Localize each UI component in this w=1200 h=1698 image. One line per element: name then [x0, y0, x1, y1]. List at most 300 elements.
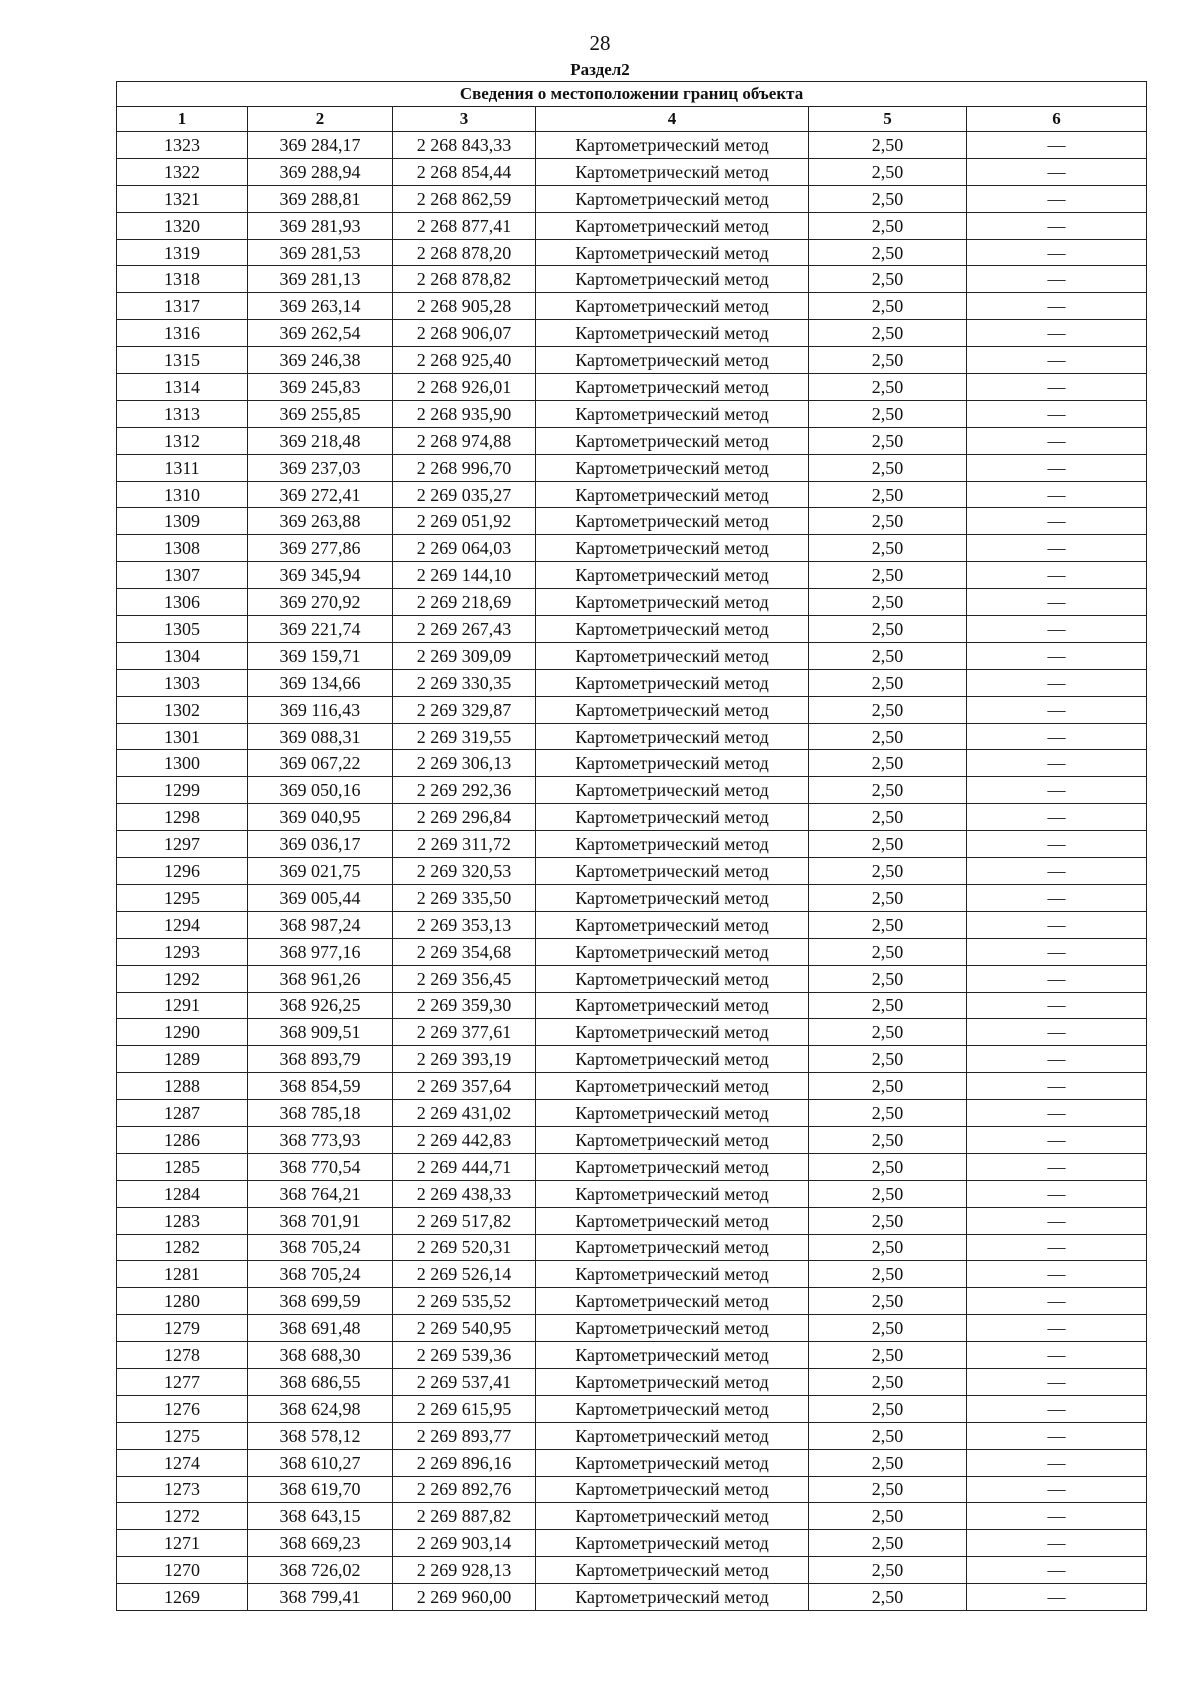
method-cell: Картометрический метод — [536, 1503, 809, 1530]
method-cell: Картометрический метод — [536, 1288, 809, 1315]
point-number-cell: 1322 — [117, 158, 248, 185]
method-cell: Картометрический метод — [536, 562, 809, 589]
x-coordinate-cell: 368 686,55 — [248, 1368, 393, 1395]
accuracy-cell: 2,50 — [809, 911, 967, 938]
x-coordinate-cell: 369 221,74 — [248, 616, 393, 643]
method-cell: Картометрический метод — [536, 1557, 809, 1584]
point-number-cell: 1284 — [117, 1180, 248, 1207]
description-cell: — — [967, 562, 1147, 589]
x-coordinate-cell: 368 926,25 — [248, 992, 393, 1019]
y-coordinate-cell: 2 268 843,33 — [393, 132, 536, 159]
y-coordinate-cell: 2 269 311,72 — [393, 831, 536, 858]
y-coordinate-cell: 2 269 535,52 — [393, 1288, 536, 1315]
method-cell: Картометрический метод — [536, 158, 809, 185]
description-cell: — — [967, 1073, 1147, 1100]
accuracy-cell: 2,50 — [809, 723, 967, 750]
accuracy-cell: 2,50 — [809, 1476, 967, 1503]
table-row — [117, 1046, 1147, 1073]
accuracy-cell: 2,50 — [809, 1422, 967, 1449]
method-cell: Картометрический метод — [536, 1395, 809, 1422]
x-coordinate-cell: 368 764,21 — [248, 1180, 393, 1207]
y-coordinate-cell: 2 268 878,82 — [393, 266, 536, 293]
point-number-cell: 1296 — [117, 858, 248, 885]
method-cell: Картометрический метод — [536, 481, 809, 508]
y-coordinate-cell: 2 269 442,83 — [393, 1126, 536, 1153]
table-header-row — [117, 107, 1147, 132]
x-coordinate-cell: 368 961,26 — [248, 965, 393, 992]
description-cell: — — [967, 616, 1147, 643]
x-coordinate-cell: 368 773,93 — [248, 1126, 393, 1153]
method-cell: Картометрический метод — [536, 320, 809, 347]
table-row — [117, 347, 1147, 374]
description-cell: — — [967, 1422, 1147, 1449]
accuracy-cell: 2,50 — [809, 938, 967, 965]
y-coordinate-cell: 2 269 296,84 — [393, 804, 536, 831]
table-row — [117, 1395, 1147, 1422]
point-number-cell: 1283 — [117, 1207, 248, 1234]
y-coordinate-cell: 2 269 306,13 — [393, 750, 536, 777]
accuracy-cell: 2,50 — [809, 1153, 967, 1180]
method-cell: Картометрический метод — [536, 1315, 809, 1342]
method-cell: Картометрический метод — [536, 804, 809, 831]
y-coordinate-cell: 2 269 520,31 — [393, 1234, 536, 1261]
x-coordinate-cell: 368 669,23 — [248, 1530, 393, 1557]
point-number-cell: 1319 — [117, 239, 248, 266]
accuracy-cell: 2,50 — [809, 508, 967, 535]
y-coordinate-cell: 2 268 854,44 — [393, 158, 536, 185]
method-cell: Картометрический метод — [536, 1261, 809, 1288]
y-coordinate-cell: 2 269 960,00 — [393, 1584, 536, 1611]
point-number-cell: 1321 — [117, 185, 248, 212]
x-coordinate-cell: 368 619,70 — [248, 1476, 393, 1503]
y-coordinate-cell: 2 269 330,35 — [393, 669, 536, 696]
accuracy-cell: 2,50 — [809, 1584, 967, 1611]
accuracy-cell: 2,50 — [809, 884, 967, 911]
y-coordinate-cell: 2 269 309,09 — [393, 642, 536, 669]
description-cell: — — [967, 1368, 1147, 1395]
table-row — [117, 1180, 1147, 1207]
x-coordinate-cell: 368 785,18 — [248, 1100, 393, 1127]
x-coordinate-cell: 369 277,86 — [248, 535, 393, 562]
point-number-cell: 1306 — [117, 589, 248, 616]
point-number-cell: 1295 — [117, 884, 248, 911]
x-coordinate-cell: 368 726,02 — [248, 1557, 393, 1584]
accuracy-cell: 2,50 — [809, 1126, 967, 1153]
accuracy-cell: 2,50 — [809, 212, 967, 239]
y-coordinate-cell: 2 269 292,36 — [393, 777, 536, 804]
x-coordinate-cell: 369 255,85 — [248, 400, 393, 427]
accuracy-cell: 2,50 — [809, 400, 967, 427]
table-row — [117, 212, 1147, 239]
table-row — [117, 1476, 1147, 1503]
description-cell: — — [967, 1395, 1147, 1422]
x-coordinate-cell: 368 691,48 — [248, 1315, 393, 1342]
accuracy-cell: 2,50 — [809, 777, 967, 804]
method-cell: Картометрический метод — [536, 1449, 809, 1476]
point-number-cell: 1277 — [117, 1368, 248, 1395]
point-number-cell: 1303 — [117, 669, 248, 696]
description-cell: — — [967, 1180, 1147, 1207]
accuracy-cell: 2,50 — [809, 696, 967, 723]
boundary-coordinates-table — [116, 81, 1147, 1611]
method-cell: Картометрический метод — [536, 427, 809, 454]
point-number-cell: 1269 — [117, 1584, 248, 1611]
point-number-cell: 1323 — [117, 132, 248, 159]
x-coordinate-cell: 369 281,53 — [248, 239, 393, 266]
description-cell: — — [967, 1342, 1147, 1369]
table-row — [117, 1073, 1147, 1100]
y-coordinate-cell: 2 269 540,95 — [393, 1315, 536, 1342]
x-coordinate-cell: 369 262,54 — [248, 320, 393, 347]
column-header: 5 — [809, 107, 967, 132]
accuracy-cell: 2,50 — [809, 1503, 967, 1530]
table-row — [117, 992, 1147, 1019]
table-row — [117, 1449, 1147, 1476]
point-number-cell: 1304 — [117, 642, 248, 669]
method-cell: Картометрический метод — [536, 535, 809, 562]
x-coordinate-cell: 369 040,95 — [248, 804, 393, 831]
table-row — [117, 1557, 1147, 1584]
description-cell: — — [967, 992, 1147, 1019]
point-number-cell: 1285 — [117, 1153, 248, 1180]
description-cell: — — [967, 1557, 1147, 1584]
point-number-cell: 1278 — [117, 1342, 248, 1369]
description-cell: — — [967, 831, 1147, 858]
accuracy-cell: 2,50 — [809, 427, 967, 454]
x-coordinate-cell: 369 067,22 — [248, 750, 393, 777]
accuracy-cell: 2,50 — [809, 132, 967, 159]
description-cell: — — [967, 884, 1147, 911]
y-coordinate-cell: 2 269 526,14 — [393, 1261, 536, 1288]
y-coordinate-cell: 2 269 051,92 — [393, 508, 536, 535]
accuracy-cell: 2,50 — [809, 158, 967, 185]
method-cell: Картометрический метод — [536, 642, 809, 669]
page-number: 28 — [589, 31, 611, 55]
point-number-cell: 1280 — [117, 1288, 248, 1315]
x-coordinate-cell: 368 578,12 — [248, 1422, 393, 1449]
description-cell: — — [967, 1288, 1147, 1315]
x-coordinate-cell: 369 263,88 — [248, 508, 393, 535]
table-row — [117, 1261, 1147, 1288]
table-row — [117, 911, 1147, 938]
table-body — [117, 132, 1147, 1611]
table-row — [117, 1342, 1147, 1369]
x-coordinate-cell: 368 977,16 — [248, 938, 393, 965]
description-cell: — — [967, 293, 1147, 320]
y-coordinate-cell: 2 269 335,50 — [393, 884, 536, 911]
method-cell: Картометрический метод — [536, 212, 809, 239]
method-cell: Картометрический метод — [536, 1368, 809, 1395]
table-row — [117, 1530, 1147, 1557]
description-cell: — — [967, 454, 1147, 481]
point-number-cell: 1320 — [117, 212, 248, 239]
method-cell: Картометрический метод — [536, 1180, 809, 1207]
table-row — [117, 481, 1147, 508]
description-cell: — — [967, 938, 1147, 965]
table-row — [117, 669, 1147, 696]
x-coordinate-cell: 369 134,66 — [248, 669, 393, 696]
accuracy-cell: 2,50 — [809, 1234, 967, 1261]
column-header: 4 — [536, 107, 809, 132]
y-coordinate-cell: 2 269 377,61 — [393, 1019, 536, 1046]
table-row — [117, 374, 1147, 401]
accuracy-cell: 2,50 — [809, 1342, 967, 1369]
x-coordinate-cell: 368 610,27 — [248, 1449, 393, 1476]
y-coordinate-cell: 2 268 935,90 — [393, 400, 536, 427]
y-coordinate-cell: 2 269 393,19 — [393, 1046, 536, 1073]
description-cell: — — [967, 1046, 1147, 1073]
x-coordinate-cell: 368 854,59 — [248, 1073, 393, 1100]
y-coordinate-cell: 2 269 218,69 — [393, 589, 536, 616]
column-header: 2 — [248, 107, 393, 132]
description-cell: — — [967, 723, 1147, 750]
y-coordinate-cell: 2 269 319,55 — [393, 723, 536, 750]
table-row — [117, 804, 1147, 831]
y-coordinate-cell: 2 269 359,30 — [393, 992, 536, 1019]
accuracy-cell: 2,50 — [809, 481, 967, 508]
method-cell: Картометрический метод — [536, 616, 809, 643]
point-number-cell: 1276 — [117, 1395, 248, 1422]
method-cell: Картометрический метод — [536, 1153, 809, 1180]
y-coordinate-cell: 2 269 357,64 — [393, 1073, 536, 1100]
accuracy-cell: 2,50 — [809, 1315, 967, 1342]
description-cell: — — [967, 1100, 1147, 1127]
point-number-cell: 1314 — [117, 374, 248, 401]
table-row — [117, 1153, 1147, 1180]
method-cell: Картометрический метод — [536, 831, 809, 858]
y-coordinate-cell: 2 269 353,13 — [393, 911, 536, 938]
method-cell: Картометрический метод — [536, 1584, 809, 1611]
y-coordinate-cell: 2 268 905,28 — [393, 293, 536, 320]
table-row — [117, 132, 1147, 159]
method-cell: Картометрический метод — [536, 266, 809, 293]
description-cell: — — [967, 642, 1147, 669]
table-row — [117, 965, 1147, 992]
description-cell: — — [967, 400, 1147, 427]
y-coordinate-cell: 2 269 354,68 — [393, 938, 536, 965]
point-number-cell: 1279 — [117, 1315, 248, 1342]
point-number-cell: 1275 — [117, 1422, 248, 1449]
table-row — [117, 884, 1147, 911]
point-number-cell: 1316 — [117, 320, 248, 347]
point-number-cell: 1302 — [117, 696, 248, 723]
table-row — [117, 239, 1147, 266]
x-coordinate-cell: 369 237,03 — [248, 454, 393, 481]
point-number-cell: 1315 — [117, 347, 248, 374]
x-coordinate-cell: 369 050,16 — [248, 777, 393, 804]
table-row — [117, 1315, 1147, 1342]
x-coordinate-cell: 369 088,31 — [248, 723, 393, 750]
y-coordinate-cell: 2 269 356,45 — [393, 965, 536, 992]
point-number-cell: 1292 — [117, 965, 248, 992]
table-row — [117, 454, 1147, 481]
table-row — [117, 1422, 1147, 1449]
point-number-cell: 1294 — [117, 911, 248, 938]
x-coordinate-cell: 369 246,38 — [248, 347, 393, 374]
y-coordinate-cell: 2 269 892,76 — [393, 1476, 536, 1503]
x-coordinate-cell: 369 288,81 — [248, 185, 393, 212]
y-coordinate-cell: 2 269 438,33 — [393, 1180, 536, 1207]
accuracy-cell: 2,50 — [809, 562, 967, 589]
point-number-cell: 1291 — [117, 992, 248, 1019]
accuracy-cell: 2,50 — [809, 1100, 967, 1127]
accuracy-cell: 2,50 — [809, 266, 967, 293]
accuracy-cell: 2,50 — [809, 1261, 967, 1288]
description-cell: — — [967, 1476, 1147, 1503]
y-coordinate-cell: 2 269 537,41 — [393, 1368, 536, 1395]
point-number-cell: 1310 — [117, 481, 248, 508]
accuracy-cell: 2,50 — [809, 642, 967, 669]
method-cell: Картометрический метод — [536, 185, 809, 212]
description-cell: — — [967, 239, 1147, 266]
point-number-cell: 1298 — [117, 804, 248, 831]
description-cell: — — [967, 858, 1147, 885]
description-cell: — — [967, 1530, 1147, 1557]
accuracy-cell: 2,50 — [809, 320, 967, 347]
x-coordinate-cell: 369 021,75 — [248, 858, 393, 885]
y-coordinate-cell: 2 269 896,16 — [393, 1449, 536, 1476]
table-row — [117, 266, 1147, 293]
method-cell: Картометрический метод — [536, 132, 809, 159]
y-coordinate-cell: 2 269 517,82 — [393, 1207, 536, 1234]
x-coordinate-cell: 369 288,94 — [248, 158, 393, 185]
table-row — [117, 158, 1147, 185]
y-coordinate-cell: 2 268 906,07 — [393, 320, 536, 347]
description-cell: — — [967, 347, 1147, 374]
description-cell: — — [967, 965, 1147, 992]
method-cell: Картометрический метод — [536, 1530, 809, 1557]
x-coordinate-cell: 368 987,24 — [248, 911, 393, 938]
point-number-cell: 1288 — [117, 1073, 248, 1100]
y-coordinate-cell: 2 269 539,36 — [393, 1342, 536, 1369]
x-coordinate-cell: 368 688,30 — [248, 1342, 393, 1369]
method-cell: Картометрический метод — [536, 1046, 809, 1073]
description-cell: — — [967, 589, 1147, 616]
x-coordinate-cell: 368 770,54 — [248, 1153, 393, 1180]
x-coordinate-cell: 369 270,92 — [248, 589, 393, 616]
accuracy-cell: 2,50 — [809, 374, 967, 401]
accuracy-cell: 2,50 — [809, 1395, 967, 1422]
method-cell: Картометрический метод — [536, 938, 809, 965]
table-row — [117, 427, 1147, 454]
description-cell: — — [967, 696, 1147, 723]
accuracy-cell: 2,50 — [809, 1073, 967, 1100]
x-coordinate-cell: 368 643,15 — [248, 1503, 393, 1530]
point-number-cell: 1282 — [117, 1234, 248, 1261]
x-coordinate-cell: 368 624,98 — [248, 1395, 393, 1422]
accuracy-cell: 2,50 — [809, 616, 967, 643]
description-cell: — — [967, 158, 1147, 185]
y-coordinate-cell: 2 268 862,59 — [393, 185, 536, 212]
table-row — [117, 1100, 1147, 1127]
description-cell: — — [967, 1207, 1147, 1234]
accuracy-cell: 2,50 — [809, 1046, 967, 1073]
point-number-cell: 1313 — [117, 400, 248, 427]
x-coordinate-cell: 368 705,24 — [248, 1261, 393, 1288]
description-cell: — — [967, 1234, 1147, 1261]
x-coordinate-cell: 368 701,91 — [248, 1207, 393, 1234]
column-header: 3 — [393, 107, 536, 132]
table-row — [117, 1503, 1147, 1530]
point-number-cell: 1289 — [117, 1046, 248, 1073]
method-cell: Картометрический метод — [536, 777, 809, 804]
table-row — [117, 938, 1147, 965]
method-cell: Картометрический метод — [536, 965, 809, 992]
description-cell: — — [967, 508, 1147, 535]
point-number-cell: 1273 — [117, 1476, 248, 1503]
description-cell: — — [967, 1019, 1147, 1046]
point-number-cell: 1272 — [117, 1503, 248, 1530]
column-header: 1 — [117, 107, 248, 132]
point-number-cell: 1317 — [117, 293, 248, 320]
table-row — [117, 320, 1147, 347]
accuracy-cell: 2,50 — [809, 535, 967, 562]
table-row — [117, 642, 1147, 669]
description-cell: — — [967, 750, 1147, 777]
method-cell: Картометрический метод — [536, 1100, 809, 1127]
method-cell: Картометрический метод — [536, 911, 809, 938]
table-row — [117, 696, 1147, 723]
accuracy-cell: 2,50 — [809, 992, 967, 1019]
accuracy-cell: 2,50 — [809, 750, 967, 777]
table-row — [117, 616, 1147, 643]
table-row — [117, 777, 1147, 804]
description-cell: — — [967, 535, 1147, 562]
point-number-cell: 1301 — [117, 723, 248, 750]
accuracy-cell: 2,50 — [809, 1530, 967, 1557]
method-cell: Картометрический метод — [536, 723, 809, 750]
x-coordinate-cell: 369 116,43 — [248, 696, 393, 723]
table-row — [117, 589, 1147, 616]
method-cell: Картометрический метод — [536, 400, 809, 427]
method-cell: Картометрический метод — [536, 293, 809, 320]
y-coordinate-cell: 2 268 926,01 — [393, 374, 536, 401]
accuracy-cell: 2,50 — [809, 1288, 967, 1315]
description-cell: — — [967, 266, 1147, 293]
point-number-cell: 1299 — [117, 777, 248, 804]
description-cell: — — [967, 1153, 1147, 1180]
method-cell: Картометрический метод — [536, 1207, 809, 1234]
method-cell: Картометрический метод — [536, 589, 809, 616]
y-coordinate-cell: 2 269 035,27 — [393, 481, 536, 508]
y-coordinate-cell: 2 269 064,03 — [393, 535, 536, 562]
description-cell: — — [967, 1261, 1147, 1288]
table-row — [117, 1019, 1147, 1046]
method-cell: Картометрический метод — [536, 1019, 809, 1046]
description-cell: — — [967, 804, 1147, 831]
point-number-cell: 1305 — [117, 616, 248, 643]
method-cell: Картометрический метод — [536, 1342, 809, 1369]
accuracy-cell: 2,50 — [809, 239, 967, 266]
accuracy-cell: 2,50 — [809, 965, 967, 992]
description-cell: — — [967, 185, 1147, 212]
description-cell: — — [967, 1503, 1147, 1530]
y-coordinate-cell: 2 268 974,88 — [393, 427, 536, 454]
x-coordinate-cell: 369 281,13 — [248, 266, 393, 293]
description-cell: — — [967, 132, 1147, 159]
y-coordinate-cell: 2 269 887,82 — [393, 1503, 536, 1530]
table-caption-row — [117, 82, 1147, 107]
table-row — [117, 1207, 1147, 1234]
table-row — [117, 831, 1147, 858]
x-coordinate-cell: 369 036,17 — [248, 831, 393, 858]
x-coordinate-cell: 368 893,79 — [248, 1046, 393, 1073]
description-cell: — — [967, 1584, 1147, 1611]
accuracy-cell: 2,50 — [809, 185, 967, 212]
method-cell: Картометрический метод — [536, 750, 809, 777]
point-number-cell: 1274 — [117, 1449, 248, 1476]
method-cell: Картометрический метод — [536, 669, 809, 696]
